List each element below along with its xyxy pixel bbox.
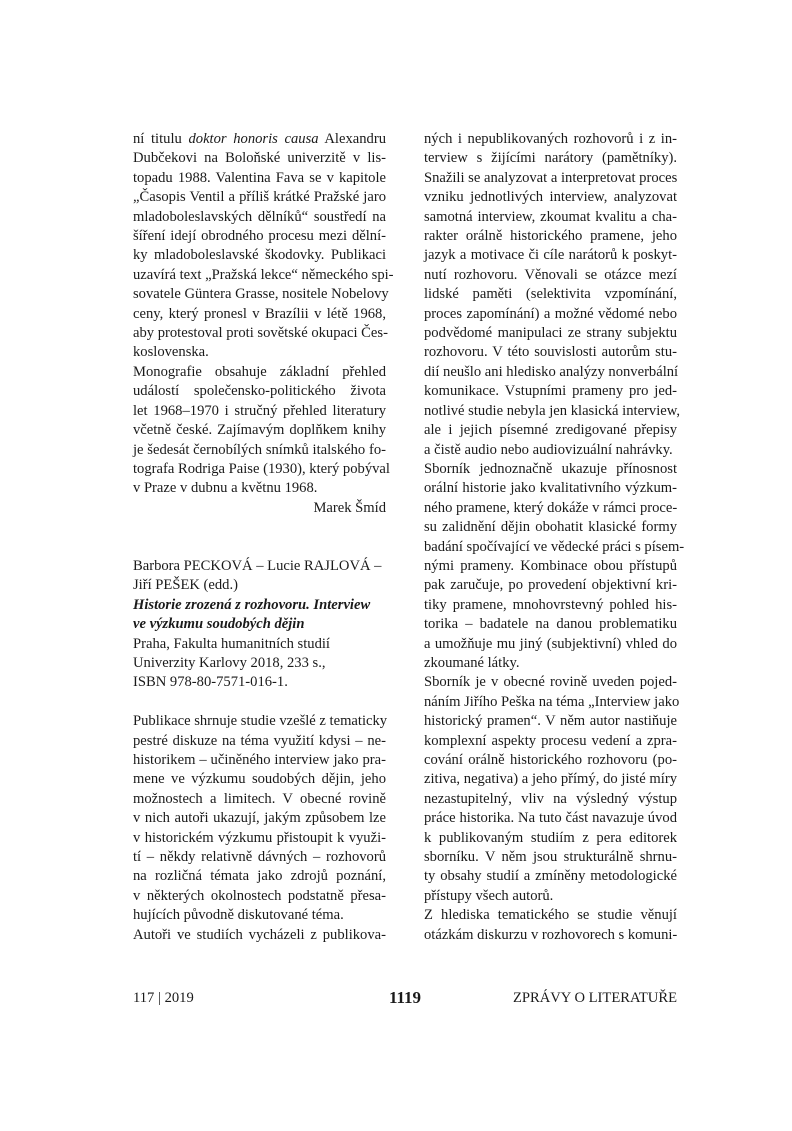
left-column: [133, 130, 394, 945]
text-line: ty obsahy studií a zmíněny metodologické: [424, 868, 677, 885]
text-line: otázkám diskurzu v rozhovorech s komuni-: [424, 926, 678, 943]
review-header: [133, 557, 386, 693]
text-line: Sborník je v obecné rovině uveden pojed-: [424, 674, 677, 691]
text-line: ceny, který pronesl v Brazílii v létě 1968,: [133, 305, 386, 322]
text-line: v nich autoři ukazují, jakým způsobem lze: [133, 810, 386, 827]
text-line: ného pramene, který dokáže v rámci proce-: [424, 499, 678, 516]
text-line: práce historika. Na tuto část navazuje úvod: [424, 810, 677, 827]
text-line: samotná interview, zkoumat kvalitu a cha-: [424, 208, 677, 225]
text-line: terview s žijícími narátory (pamětníky).: [424, 150, 677, 167]
text-line: v některých okolnostech podstatně přesa-: [133, 887, 386, 904]
text-line: ných i nepublikovaných rozhovorů i z in-: [424, 131, 677, 147]
text-line: „Časopis Ventil a příliš krátké Pražské jaro: [133, 189, 386, 206]
text-line: Z hlediska tematického se studie věnují: [424, 907, 677, 924]
text-line: Snažili se analyzovat a interpretovat proces: [424, 169, 678, 186]
text-line: a umožňuje mu jiný (subjektivní) vhled do: [424, 635, 677, 652]
paragraph: [133, 363, 390, 499]
text-line: mene ve výzkumu soudobých dějin, jeho: [133, 771, 386, 788]
text-line: hujících původně diskutované téma.: [133, 907, 344, 924]
text-line: zkoumané látky.: [424, 654, 520, 671]
text-line: ní titulu doktor honoris causa Alexandru: [133, 131, 386, 147]
text-line: uzavírá text „Pražská lekce“ německého spi-: [133, 266, 394, 283]
text-line: náním Jiřího Peška na téma „Interview jako: [424, 693, 680, 710]
footer-section-title: ZPRÁVY O LITERATUŘE: [512, 990, 677, 1006]
review-book-title: ve výzkumu soudobých dějin: [133, 616, 305, 633]
paragraph: [424, 460, 685, 673]
text-line: je šedesát černobílých snímků italského fo-: [133, 441, 386, 458]
text-line: nezastupitelný, vliv na výsledný výstup: [424, 790, 677, 807]
paragraph: [133, 712, 386, 925]
text-line: Monografie obsahuje základní přehled: [133, 363, 386, 380]
text-line: komunikace. Vstupními prameny pro jed-: [424, 383, 677, 400]
text-line: Dubčekovi na Boloňské univerzitě v lis-: [133, 150, 386, 167]
text-line: pak zaručuje, po provedení objektivní kri-: [424, 577, 677, 594]
footer-page-number: 1119: [388, 988, 422, 1007]
text-line: mladoboleslavských dělníků“ soustředí na: [133, 208, 386, 225]
footer-issue: 117 | 2019: [133, 990, 194, 1006]
text-line: historikem – učiněného interview jako pra-: [133, 751, 386, 768]
text-line: badání spočívající ve vědecké práci s písem-: [424, 538, 685, 555]
text-line: let 1968–1970 i stručný přehled literatury: [133, 402, 386, 419]
review-publisher: Univerzity Karlovy 2018, 233 s.,: [133, 654, 326, 671]
text-line: Autoři ve studiích vycházeli z publikova-: [133, 926, 386, 943]
text-line: v Praze v dubnu a květnu 1968.: [133, 480, 318, 497]
paragraph: [133, 130, 394, 363]
text-line: dií neušlo ani hledisko analýzy nonverbální: [424, 363, 679, 380]
text-line: pestré diskuze na téma využití kdysi – ne-: [133, 732, 386, 749]
paragraph: [424, 673, 680, 906]
text-line: ky mladoboleslavské škodovky. Publikaci: [133, 247, 386, 264]
text-line: tí – někdy relativně dávných – rozhovorů: [133, 848, 386, 865]
review-authors: Jiří PEŠEK (edd.): [133, 577, 238, 594]
text-line: rozhovoru. V této souvislosti autorům stu-: [424, 344, 677, 361]
text-line: cování orálně historického rozhovoru (po-: [424, 752, 677, 768]
text-line: na rozličná témata jako zdrojů poznání,: [133, 868, 386, 885]
text-line: podvědomé manipulaci ze strany subjektu: [424, 325, 677, 342]
text-line: vzniku jednotlivých interview, analyzovat: [424, 189, 677, 206]
text-line: a čistě audio nebo audiovizuální nahrávky.: [424, 441, 673, 458]
review-signature: Marek Šmíd: [313, 499, 386, 516]
paragraph: [424, 906, 677, 945]
text-line: koslovenska.: [133, 344, 209, 361]
text-line: jazyk a motivace či cíle narátorů k poskyt-: [424, 247, 677, 264]
review-book-title: Historie zrozená z rozhovoru. Interview: [133, 596, 371, 613]
text-line: rakter orálně historického pramene, jeho: [424, 228, 677, 245]
text-line: možnostech a limitech. V obecné rovině: [133, 790, 386, 807]
text-line: su zalidnění dějin obohatit klasické formy: [424, 519, 677, 536]
text-line: aby protestoval proti sovětské okupaci Čes-: [133, 325, 388, 342]
text-line: historický pramen“. V něm autor nastiňuje: [424, 713, 677, 730]
text-line: orální historie jako kvalitativního výzkum-: [424, 480, 677, 497]
spacer: [133, 693, 386, 712]
text-line: včetně české. Zajímavým doplňkem knihy: [133, 422, 386, 439]
text-line: topadu 1988. Valentina Fava se v kapitole: [133, 169, 386, 186]
text-line: v historickém výzkumu přistoupit k využi-: [133, 829, 386, 846]
text-line: proces zapomínání) a možné vědomé nebo: [424, 305, 677, 322]
text-line: sborníku. V něm jsou strukturálně shrnu-: [424, 849, 677, 866]
text-line: událostí společensko-politického života: [133, 383, 386, 400]
text-line: přístupy všech autorů.: [424, 887, 554, 904]
review-authors: Barbora PECKOVÁ – Lucie RAJLOVÁ –: [133, 557, 382, 574]
text-line: sovatele Güntera Grasse, nositele Nobelovy: [133, 286, 389, 303]
text-line: zitiva, negativa) a jeho přímý, do jisté míry: [424, 771, 677, 788]
text-line: notlivé studie nebyla jen klasická interview,: [424, 402, 680, 419]
review-isbn: ISBN 978-80-7571-016-1.: [133, 674, 288, 691]
text-line: ale i jejich písemné zredigované přepisy: [424, 422, 677, 439]
text-line: k publikovaným studiím z pera editorek: [424, 829, 677, 846]
text-line: Sborník jednoznačně ukazuje přínosnost: [424, 460, 677, 477]
text-line: nými prameny. Kombinace obou přístupů: [424, 557, 677, 574]
paragraph: [133, 926, 386, 945]
spacer: [133, 538, 386, 557]
page-footer: [133, 990, 677, 1014]
text-line: lidské paměti (selektivita vzpomínání,: [424, 286, 677, 303]
text-line: torika – badatele na danou problematiku: [424, 616, 677, 633]
text-line: komplexní aspekty procesu vedení a zpra-: [424, 732, 677, 749]
paragraph: [424, 130, 680, 460]
right-column: [424, 130, 685, 945]
text-line: tiky pramene, mnohovrstevný pohled his-: [424, 596, 677, 613]
text-line: tografa Rodriga Paise (1930), který pobýval: [133, 460, 390, 477]
text-line: nutí rozhovoru. Věnovali se otázce mezí: [424, 266, 677, 283]
text-line: Publikace shrnuje studie vzešlé z tematicky: [133, 713, 388, 730]
spacer: [133, 518, 386, 537]
text-line: šíření idejí obrodného procesu mezi dělní-: [133, 228, 386, 245]
review-publisher: Praha, Fakulta humanitních studií: [133, 635, 330, 652]
